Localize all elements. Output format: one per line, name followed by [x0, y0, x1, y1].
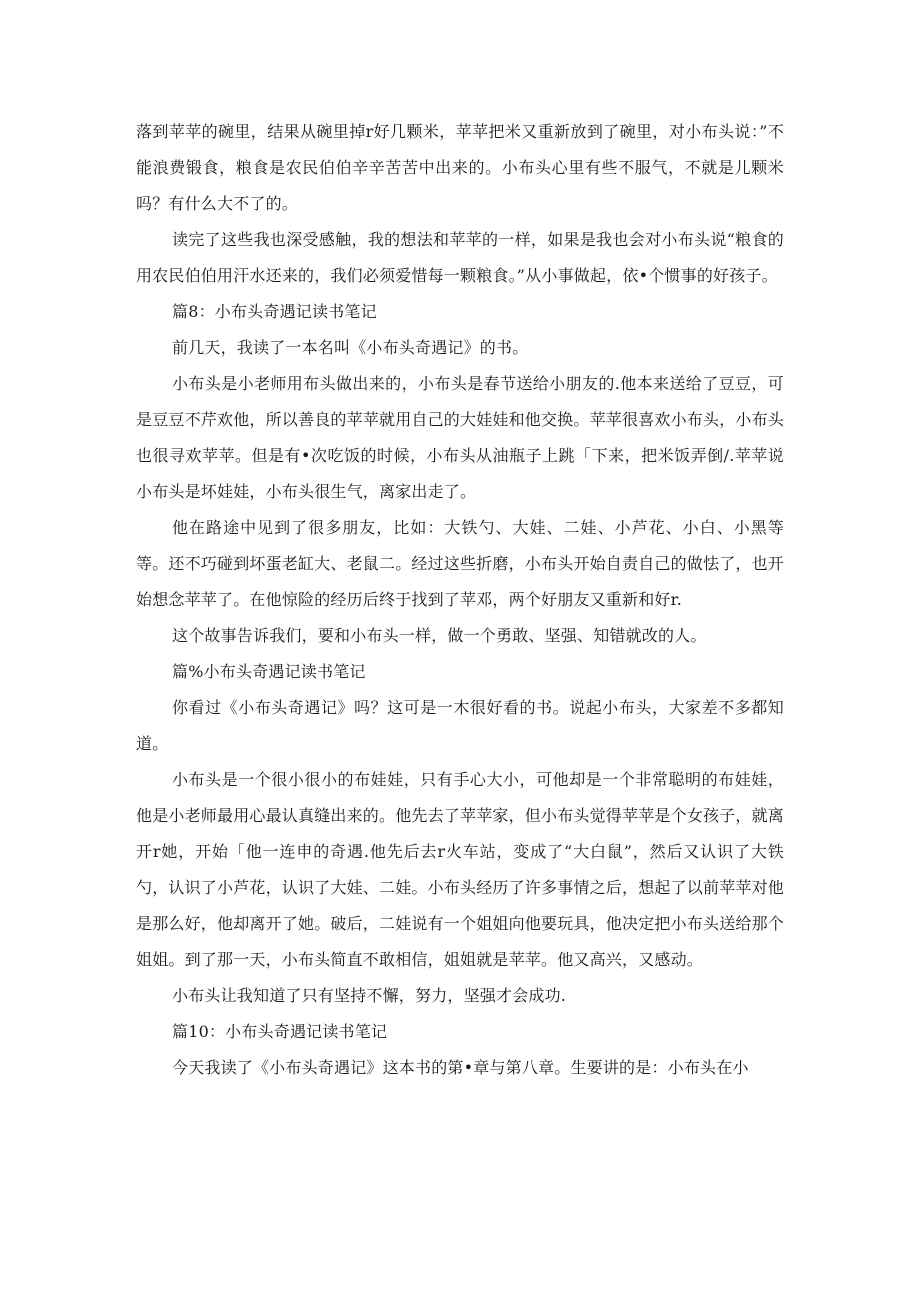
paragraph-5: 他在路途中见到了很多朋友，比如：大铁勺、大娃、二娃、小芦花、小白、小黑等等。还不巧碰到坏蛋老缸大、老鼠二。经过这些折磨，小布头开始自责自己的做怯了，也开始想念苹苹了。在他惊险的经历后终于找到了苹邓，两个好朋友又重新和好r.	[136, 518, 785, 609]
section-heading-8: 篇8：小布头奇遇记读书笔记	[172, 302, 377, 321]
paragraph-4: 小布头是小老师用布头做出来的，小布头是春节送给小朋友的.他本来送给了豆豆，可是豆豆不芹欢他，所以善良的苹苹就用自己的大娃娃和他交换。苹苹很喜欢小布头，小布头也很寻欢苹苹。但是有•次吃饭的时候，小布头从油瓶子上跳「下来，把米饭弄倒/.苹苹说小布头是坏娃娃，小布头很生气，离家出走了。	[136, 374, 785, 501]
section-heading-10: 篇10：小布头奇遇记读书笔记	[172, 1022, 388, 1041]
section-heading-9: 篇%小布头奇遇记读书笔记	[172, 662, 366, 681]
paragraph-2: 读完了这些我也深受感触，我的想法和苹苹的一样，如果是我也会对小布头说“粮食的用农民伯伯用汗水还来的，我们必须爱惜每一颗粮食。”从小事做起，依•个惯事的好孩子。	[136, 230, 784, 285]
paragraph-9: 小布头让我知道了只有坚持不懈，努力，坚强才会成功.	[172, 986, 567, 1005]
paragraph-1: 落到苹苹的碗里，结果从碗里掉r好几颗米，苹苹把米又重新放到了碗里，对小布头说：”不能浪费锻食，粮食是农民伯伯辛辛苦苦中出来的。小布头心里有些不服气，不就是儿颗米吗？有什么大不了的。	[136, 122, 784, 213]
paragraph-8: 小布头是一个很小很小的布娃娃，只有手心大小，可他却是一个非常聪明的布娃娃，他是小老师最用心最认真缝出来的。他先去了苹苹家，但小布头觉得苹苹是个女孩子，就离开r她，开始「他一连申的奇遇.他先后去r火车站，变成了“大白鼠”，然后又认识了大铁勺，认识了小芦花，认识了大娃、二娃。小布头经历了许多事情之后，想起了以前苹苹对他是那么好，他却离开了她。破后，二娃说有一个姐姐向他要玩具，他决定把小布头送给那个姐姐。到了那一天，小布头简直不敢相信，姐姐就是苹苹。他又高兴，又感动。	[136, 770, 785, 969]
document-body	[136, 114, 784, 1086]
paragraph-7: 你看过《小布头奇遇记》吗？这可是一木很好看的书。说起小布头，大家差不多都知道。	[136, 698, 784, 753]
paragraph-6: 这个故事告诉我们，要和小布头一样，做一个勇敢、坚强、知错就改的人。	[172, 626, 707, 645]
paragraph-3: 前几天，我读了一本名叫《小布头奇遇记》的书。	[172, 338, 529, 357]
paragraph-10: 今天我读了《小布头奇遇记》这本书的第•章与第八章。生要讲的是：小布头在小	[172, 1058, 749, 1077]
